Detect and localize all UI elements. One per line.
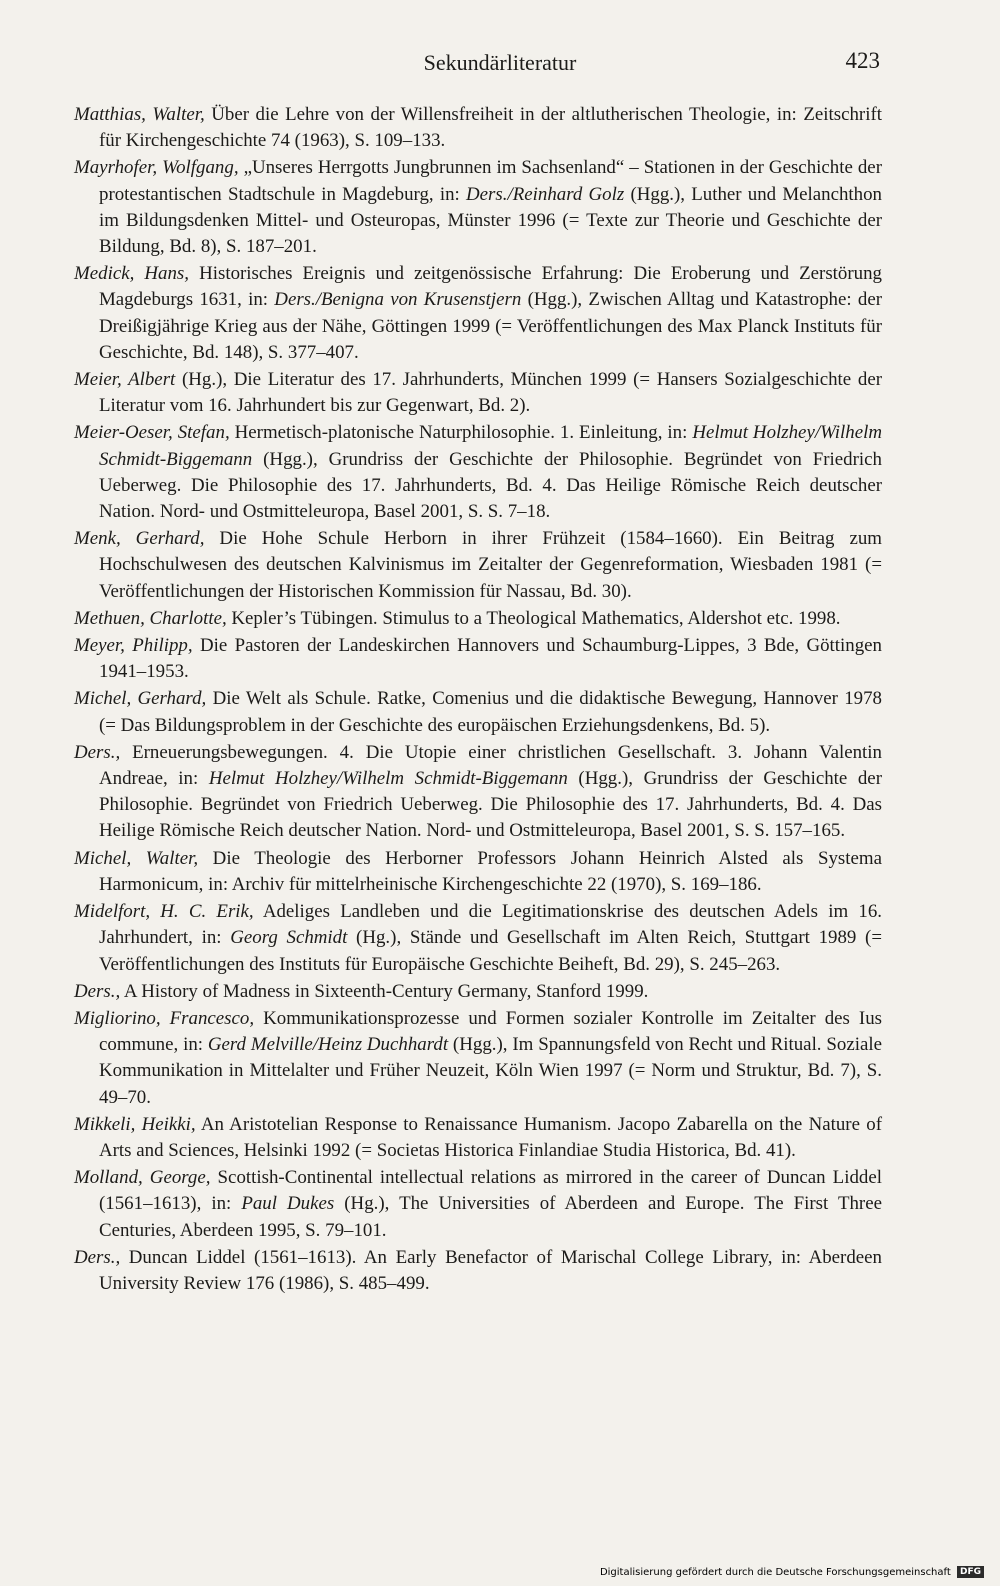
entry-editor: Gerd Melville/Heinz Duchhardt [207, 1034, 449, 1056]
entry-author: Migliorino, Francesco, [74, 1007, 255, 1029]
entry-text: (Hg.), The Universities of Aberdeen and Europe. The First Three Centuries, Aberdeen 1995, S. 79–101. [99, 1193, 882, 1241]
bibliography-entry [74, 155, 882, 260]
entry-author: Ders., [74, 741, 121, 763]
entry-text: Adeliges Landleben und die Legitimationskrise des deutschen Adels im 16. Jahrhundert, in: [99, 901, 882, 949]
entry-text: Hermetisch-platonische Naturphilosophie. 1. Einleitung, in: [229, 422, 693, 444]
entry-text: A History of Madness in Sixteenth-Century Germany, Stanford 1999. [120, 980, 649, 1002]
entry-text: (Hg.), Stände und Gesellschaft im Alten Reich, Stuttgart 1989 (= Veröffentlichungen des Instituts für Europäische Geschichte Beiheft, Bd. 29), S. 245–263. [99, 927, 882, 975]
entry-author: Methuen, Charlotte, [74, 607, 227, 629]
entry-text: (Hgg.), Luther und Melanchthon im Bildungsdenken Mittel- und Osteuropas, Münster 1996 (= Texte zur Theorie und Geschichte der Bildung, Bd. 8), S. 187–201. [99, 183, 883, 258]
entry-editor: Helmut Holzhey/Wilhelm Schmidt-Biggemann [99, 422, 882, 470]
entry-text: Über die Lehre von der Willensfreiheit in der altlutherischen Theologie, in: Zeitschrift für Kirchengeschichte 74 (1963), S. 109–133. [99, 104, 883, 152]
entry-author: Michel, Walter, [74, 847, 199, 869]
entry-text: Die Hohe Schule Herborn in ihrer Frühzeit (1584–1660). Ein Beitrag zum Hochschulwesen des deutschen Kalvinismus im Zeitalter der Gegenreformation, Wiesbaden 1981 (= Veröffentlichungen der Historischen Kommission für Nassau, Bd. 30). [99, 528, 882, 602]
entry-author: Menk, Gerhard, [74, 528, 205, 550]
entry-author: Matthias, Walter, [74, 104, 205, 125]
entry-author: Ders., [74, 980, 121, 1002]
entry-author: Mikkeli, Heikki, [74, 1113, 196, 1135]
entry-editor: Helmut Holzhey/Wilhelm Schmidt-Biggemann [208, 768, 568, 790]
page-number: 423 [845, 48, 880, 73]
entry-author: Mayrhofer, Wolfgang, [74, 157, 239, 179]
entry-text: Scottish-Continental intellectual relations as mirrored in the career of Duncan Liddel (1561–1613), in: [99, 1167, 882, 1215]
entry-author: Medick, Hans, [74, 263, 189, 285]
bibliography-entry [74, 1165, 882, 1244]
bibliography-entry [74, 686, 882, 738]
bibliography-entry [74, 846, 882, 898]
dfg-logo: DFG [957, 1566, 984, 1578]
digitization-footer [600, 1566, 984, 1578]
entry-author: Ders., [74, 1246, 121, 1268]
bibliography-entry [74, 526, 882, 605]
page-header [0, 46, 1000, 80]
entry-author: Meyer, Philipp, [74, 635, 193, 657]
entry-text: Kommunikationsprozesse und Formen sozialer Kontrolle im Zeitalter des Ius commune, in: [99, 1007, 883, 1056]
bibliography-entry [74, 899, 882, 978]
bibliography-entry [74, 1006, 882, 1111]
entry-author: Molland, George, [74, 1167, 211, 1189]
bibliography-entry [74, 633, 882, 685]
entry-text: (Hgg.), Zwischen Alltag und Katastrophe: der Dreißigjährige Krieg aus der Nähe, Göttingen 1999 (= Veröffentlichungen des Max Planck Instituts für Geschichte, Bd. 148), S. 377–407. [99, 289, 882, 363]
entry-text: (Hgg.), Grundriss der Geschichte der Philosophie. Begründet von Friedrich Ueberweg. Die Philosophie des 17. Jahrhunderts, Bd. 4. Das Heilige Römische Reich deutscher Nation. Nord- und Ostmitteleuropa, Basel 2001, S. S. 7–18. [99, 448, 882, 523]
entry-text: „Unseres Herrgotts Jungbrunnen im Sachsenland“ – Stationen in der Geschichte der protestantischen Stadtschule in Magdeburg, in: [99, 157, 882, 205]
bibliography-entry [74, 1245, 882, 1297]
bibliography-entry [74, 367, 882, 419]
bibliography-entry [74, 102, 882, 154]
entry-text: (Hg.), Die Literatur des 17. Jahrhunderts, München 1999 (= Hansers Sozialgeschichte der Literatur vom 16. Jahrhundert bis zur Gegenwart, Bd. 2). [99, 369, 882, 417]
running-head: Sekundärliteratur [423, 50, 577, 75]
entry-author: Midelfort, H. C. Erik, [74, 901, 254, 923]
entry-editor: Paul Dukes [241, 1193, 335, 1215]
entry-text: Kepler’s Tübingen. Stimulus to a Theological Mathematics, Aldershot etc. 1998. [226, 607, 841, 629]
entry-author: Meier, Albert [74, 369, 176, 391]
entry-text: Duncan Liddel (1561–1613). An Early Benefactor of Marischal College Library, in: Aberdeen University Review 176 (1986), S. 485–499. [99, 1246, 882, 1294]
entry-text: Die Pastoren der Landeskirchen Hannovers und Schaumburg-Lippes, 3 Bde, Göttingen 1941–1953. [99, 635, 882, 683]
entry-editor: Ders./Benigna von Krusenstjern [274, 289, 522, 311]
entry-editor: Georg Schmidt [230, 927, 348, 949]
entry-text: Die Welt als Schule. Ratke, Comenius und die didaktische Bewegung, Hannover 1978 (= Das Bildungsproblem in der Geschichte des europäischen Erziehungsdenkens, Bd. 5). [99, 688, 882, 736]
entry-text: An Aristotelian Response to Renaissance Humanism. Jacopo Zabarella on the Nature of Arts and Sciences, Helsinki 1992 (= Societas Historica Finlandiae Studia Historica, Bd. 41). [99, 1113, 882, 1161]
bibliography-list [74, 102, 882, 1298]
bibliography-entry [74, 740, 882, 845]
entry-author: Meier-Oeser, Stefan, [74, 422, 230, 444]
entry-editor: Ders./Reinhard Golz [466, 183, 625, 205]
bibliography-entry [74, 606, 882, 632]
bibliography-entry [74, 1112, 882, 1164]
entry-text: Historisches Ereignis und zeitgenössische Erfahrung: Die Eroberung und Zerstörung Magdeburgs 1631, in: [99, 263, 882, 311]
bibliography-entry [74, 420, 882, 525]
entry-text: Erneuerungsbewegungen. 4. Die Utopie einer christlichen Gesellschaft. 3. Johann Valentin Andreae, in: [99, 741, 882, 790]
bibliography-entry [74, 979, 882, 1005]
footer-text: Digitalisierung gefördert durch die Deutsche Forschungsgemeinschaft [599, 1567, 951, 1578]
entry-text: Die Theologie des Herborner Professors Johann Heinrich Alsted als Systema Harmonicum, in: Archiv für mittelrheinische Kirchengeschichte 22 (1970), S. 169–186. [99, 847, 882, 895]
bibliography-entry [74, 261, 882, 366]
entry-text: (Hgg.), Im Spannungsfeld von Recht und Ritual. Soziale Kommunikation in Mittelalter und Früher Neuzeit, Köln Wien 1997 (= Norm und Struktur, Bd. 7), S. 49–70. [99, 1034, 882, 1108]
entry-author: Michel, Gerhard, [74, 688, 207, 710]
entry-text: (Hgg.), Grundriss der Geschichte der Philosophie. Begründet von Friedrich Ueberweg. Die Philosophie des 17. Jahrhunderts, Bd. 4. Das Heilige Römische Reich deutscher Nation. Nord- und Ostmitteleuropa, Basel 2001, S. S. 157–165. [99, 768, 882, 842]
